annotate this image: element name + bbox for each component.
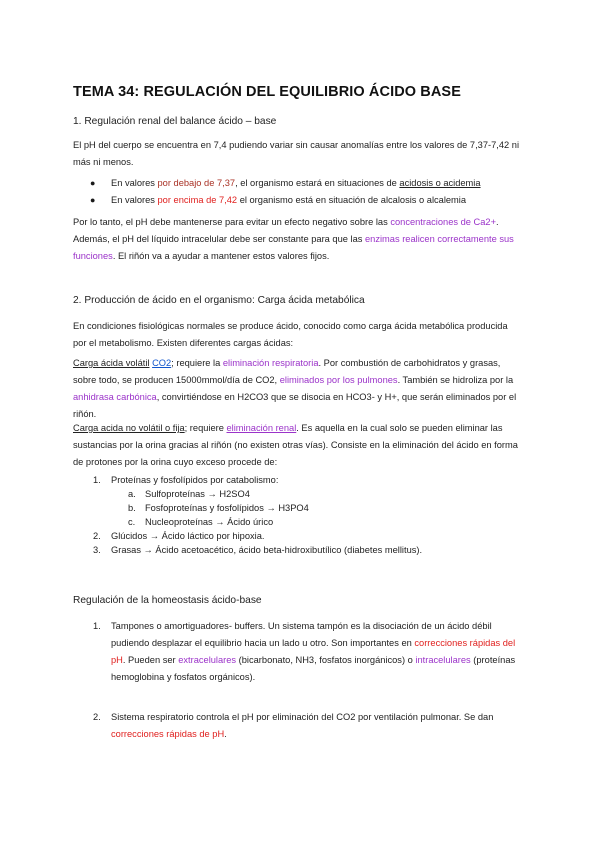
sublist-item: Fosfoproteínas y fosfolípidos → H3PO4 (145, 503, 309, 513)
sublist-letter: a. (128, 489, 136, 499)
list-number: 2. (93, 531, 101, 541)
acidosis-term: acidosis o acidemia (399, 178, 481, 188)
section1-bullet-1: En valores por debajo de 7,37, el organismo estará en situaciones de acidosis o acidemia (111, 178, 481, 188)
carga-no-volatil-paragraph: Carga acida no volátil o fija; requiere eliminación renal. Es aquella en la cual solo se pueden eliminar las sustancias por la orina gracias al riñón (no existen otras vías). Consiste en la eliminación del ácido en forma de protones por la orina cuyo exceso procede de: (73, 423, 518, 467)
co2-link: CO2 (152, 358, 172, 368)
list-number: 1. (93, 621, 101, 631)
section1-paragraph: Por lo tanto, el pH debe mantenerse para evitar un efecto negativo sobre las concentraciones de Ca2+. Además, el pH del líquido intracelular debe ser constante para que las enzimas realicen correctamente sus funciones. El riñón va a ayudar a mantener estos valores fijos. (73, 217, 514, 261)
section1-intro: El pH del cuerpo se encuentra en 7,4 pudiendo variar sin causar anomalías entre los valores de 7,37-7,42 ni más ni menos. (73, 140, 520, 167)
bullet-icon: ● (90, 195, 96, 205)
sublist-item: Nucleoproteínas → Ácido úrico (145, 517, 274, 527)
sublist-letter: b. (128, 503, 136, 513)
sublist-letter: c. (128, 517, 136, 527)
section3-heading: Regulación de la homeostasis ácido-base (73, 595, 262, 606)
list-number: 3. (93, 545, 101, 555)
section1-heading: 1. Regulación renal del balance ácido – base (73, 116, 277, 127)
list-item: Glúcidos → Ácido láctico por hipoxia. (111, 531, 265, 541)
list-item: Grasas → Ácido acetoacético, ácido beta-hidroxibutílico (diabetes mellitus). (111, 545, 423, 555)
respiratorio-item: Sistema respiratorio controla el pH por eliminación del CO2 por ventilación pulmonar. Se dan correcciones rápidas de pH. (111, 712, 494, 739)
list-number: 2. (93, 712, 101, 722)
section1-bullet-2: En valores por encima de 7,42 el organismo está en situación de alcalosis o alcalemia (111, 195, 467, 205)
page-title: TEMA 34: REGULACIÓN DEL EQUILIBRIO ÁCIDO BASE (73, 84, 461, 100)
bullet-icon: ● (90, 178, 96, 188)
tampones-item: Tampones o amortiguadores- buffers. Un sistema tampón es la disociación de un ácido débil pudiendo desplazar el equilibrio hacia un lado u otro. Son importantes en correcciones rápidas del pH. Pueden ser extracelulares (bicarbonato, NH3, fosfatos inorgánicos) o intracelulares (proteínas hemoglobina y fosfatos orgánicos). (111, 621, 516, 682)
list-number: 1. (93, 475, 101, 485)
sublist-item: Sulfoproteínas → H2SO4 (145, 489, 250, 499)
section2-intro: En condiciones fisiológicas normales se produce ácido, conocido como carga ácida metabólica producida por el metabolismo. Existen diferentes cargas ácidas: (73, 321, 508, 348)
section2-heading: 2. Producción de ácido en el organismo: Carga ácida metabólica (73, 295, 365, 306)
list-item: Proteínas y fosfolípidos por catabolismo: (111, 475, 279, 485)
carga-volatil-paragraph: Carga ácida volátil CO2; requiere la eliminación respiratoria. Por combustión de carbohidratos y grasas, sobre todo, se producen 15000mmol/día de CO2, eliminados por los pulmones. También se hidroliza por la anhidrasa carbónica, convirtiéndose en H2CO3 que se disocia en HCO3- y H+, que serán eliminados por el riñón. (73, 358, 517, 419)
